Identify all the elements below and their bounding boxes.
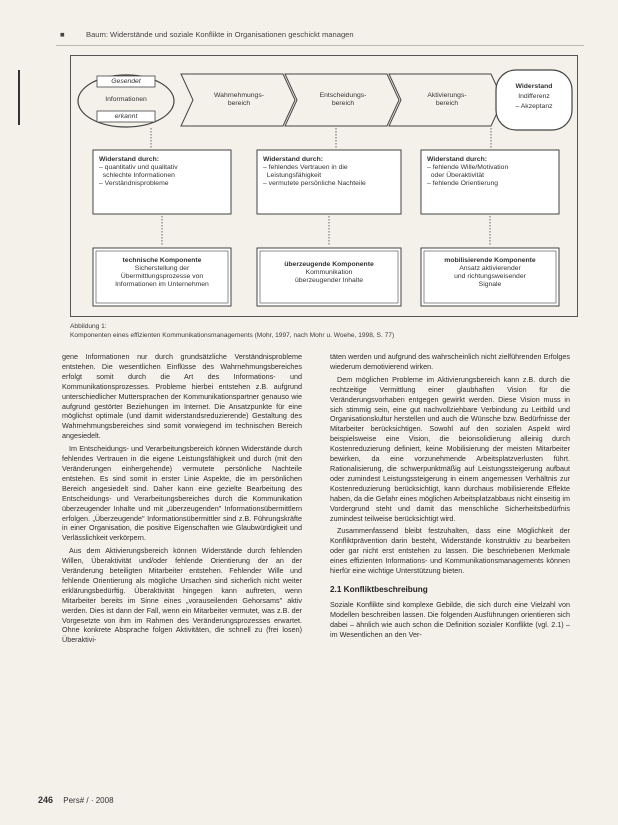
running-header [60,30,580,44]
page-footer [38,795,114,805]
figure-frame [70,55,578,317]
page-number: 246 [38,795,54,805]
left-column [62,352,302,648]
section-paragraph: Soziale Konflikte sind komplexe Gebilde, die sich durch eine Vielzahl von Modellen beschreiben lassen. Die folgenden Ausführungen orientieren sich dabei – ähnlich wie auch schon die Definition sozialer Konflikte (vgl. 2.1) – im Wesentlichen an den Ver- [330,599,570,639]
right-paragraph-2: Dem möglichen Probleme im Aktivierungsbereich kann z.B. durch die rechtzeitige Vermittlung einer glaubhaften Vision für die Veränderungsvorhaben entgegen gewirkt werden. Diese Vision muss in sich stimmig sein, eine gut nachvollziehbare Verbindung zu Leitbild und Organisationskultur herstellen und auch die Wünsche bzw. Bedürfnisse der Mitarbeiter berücksichtigen. Sowohl auf den sozialen Aspekt wird beispielsweise eine Vision, die beionsolidierung alleinig durch Kostenreduzierung definiert, keine Mobilisierung der meisten Mitarbeiter bewirken, da eine vorzunehmende Arbeitsplatzverlusten führt. Rationalisierung, die schwerpunktmäßig auf Leistungssteigerung aufbaut oder zumindest Leistungssteigerung in einem angemessen Verhältnis zur Kostenreduzierung berücksichtigt, kann durchaus mobilisierende Effekte haben, da die Gefahr eines möglichen Arbeitsplatzabbaus nicht einseitig im Vordergrund steht und damit das menschliche Sicherheitsbedürfnis zumindest teilweise berücksichtigt wird. [330,374,570,523]
cause-2-line-1: – fehlendes Vertrauen in die [263,164,348,171]
cause-2-text [263,156,399,188]
resistance-line3: – Akzeptanz [515,103,553,110]
cause-2-title: Widerstand durch: [263,156,323,163]
component-1-line-3: Informationen im Unternehmen [115,281,209,288]
margin-rule [18,70,20,125]
ellipse-top-label: Gesendet [111,77,141,85]
cause-3-title: Widerstand durch: [427,156,487,163]
left-paragraph-1: gene Informationen nur durch grundsätzliche Verständnisprobleme entstehen. Die wesentlichen Einflüsse des Wahrnehmungsbereiches erfolgt somit durch die Art des Informations- und Kommunikationsprozesses. Probleme hierbei entstehen z.B. aufgrund unterschiedlicher Muttersprachen der Kommunikationspartner genauso wie aufgrund gestörter Beziehungen im Internet. Die Ansatzpunkte für eine möglichst optimale (und damit widerstandsreduzierende) Gestaltung des Wahrnehmungsbereiches sind somit vorwiegend im technischen Bereich angesiedelt. [62,352,302,441]
header-rule [56,45,584,46]
cause-3-line-2: oder Überaktivität [427,172,485,179]
resistance-title: Widerstand [515,83,553,90]
component-3-text [425,257,555,289]
left-paragraph-2: Im Entscheidungs- und Verarbeitungsbereich können Widerstände durch fehlendes Vertrauen in die eigene Leistungsfähigkeit und durch (mit den Veränderungen einhergehende) vermutete persönliche Nachteile entstehen. Es sind somit in erster Linie Aspekte, die im persönlichen Bereich angesiedelt sind. Daher kann eine gezielte Bearbeitung des Entscheidungs- und Verarbeitungsbereiches durch die Kommunikation überzeugender Inhalte und mit „überzeugenden" Informationsübermittlern erfolgen. „Überzeugende" Informationsübermittler sind z.B. Führungskräfte in einer Organisation, die positive Eigenschaften wie Glaubwürdigkeit und Verlässlichkeit verkörpern. [62,444,302,543]
component-2-line-1: Kommunikation [305,269,353,276]
header-title: Baum: Widerstände und soziale Konflikte in Organisationen geschickt managen [86,30,354,39]
cause-1-line-2: schlechte Informationen [99,172,175,179]
component-3-line-2: und richtungsweisender [454,273,526,280]
left-paragraph-3: Aus dem Aktivierungsbereich können Widerstände durch fehlenden Willen, Überaktivität und/oder fehlende Orientierung der an der Veränderung beteiligten Mitarbeiter entstehen. Fehlender Wille und fehlende Orientierung als mögliche Ursachen sind sicherlich nicht weiter erklärungsbedürftig. Überaktivität hingegen kann auftreten, wenn Mitarbeiter bereits im Sinne eines „vorauseilenden Gehorsams" aktiv werden. Dies ist dann der Fall, wenn ein Mitarbeiter vermutet, was z.B. der Vorgesetzte von ihm im Rahmen des Veränderungsprozesses erwartet. Ohne konkrete Absprache folgen Aktivitäten, die schnell zu (frei losen) Überaktivi- [62,546,302,645]
component-1-line-1: Sicherstellung der [134,265,190,272]
cause-2-line-3: – vermutete persönliche Nachteile [263,180,366,187]
cause-3-line-3: – fehlende Orientierung [427,180,499,187]
caption-label: Abbildung 1: [70,323,107,330]
cause-1-title: Widerstand durch: [99,156,159,163]
ellipse-middle-label: Informationen [105,96,147,103]
right-paragraph-3: Zusammenfassend bleibt festzuhalten, dass eine Möglichkeit der Konfliktprävention darin besteht, Widerstände konstruktiv zu bearbeiten oder gar nicht erst entstehen zu lassen. Die beschriebenen Merkmale eines effizienten Informations- und Kommunikationsmanagements können hierfür eine wichtige Unterstützung bieten. [330,526,570,576]
caption-text: Komponenten eines effizienten Kommunikationsmanagements (Mohr, 1997, nach Mohr u. Woehe, 1998, S. 77) [70,332,395,339]
component-2-line-2: überzeugender Inhalte [294,277,364,284]
component-3-line-1: Ansatz aktivierender [459,265,521,272]
section-heading: 2.1 Konfliktbeschreibung [330,584,428,594]
resistance-line2: Indifferenz [518,93,550,100]
component-1-line-2: Übermittlungsprozesse von [120,273,204,280]
cause-1-line-1: – quantitativ und qualitativ [99,164,178,171]
component-2-title: überzeugende Komponente [284,261,374,268]
cause-3-text [427,156,557,188]
ellipse-bottom-label: erkannt [114,112,138,120]
component-1-text [97,257,227,289]
right-column [330,352,570,642]
component-3-title: mobilisierende Komponente [444,257,536,264]
cause-3-line-1: – fehlende Wille/Motivation [427,164,509,171]
stage-activation-label: Aktivierungs- bereich [427,92,467,107]
journal-info: Pers# / · 2008 [63,796,114,805]
component-3-line-3: Signale [478,281,502,288]
component-2-text [261,261,397,285]
figure-caption [70,322,590,340]
header-marker: ■ [60,30,65,39]
right-paragraph-1: täten werden und aufgrund des wahrscheinlich nicht zielführenden Erfolges wiederum demotivierend wirken. [330,352,570,371]
stage-perception-label: Wahrnehmungs- bereich [214,92,264,107]
cause-1-line-3: – Verständnisprobleme [99,180,169,187]
component-1-title: technische Komponente [122,257,202,264]
cause-2-line-2: Leistungsfähigkeit [263,172,322,179]
stage-decision-label: Entscheidungs- bereich [319,92,367,107]
cause-1-text [99,156,229,188]
